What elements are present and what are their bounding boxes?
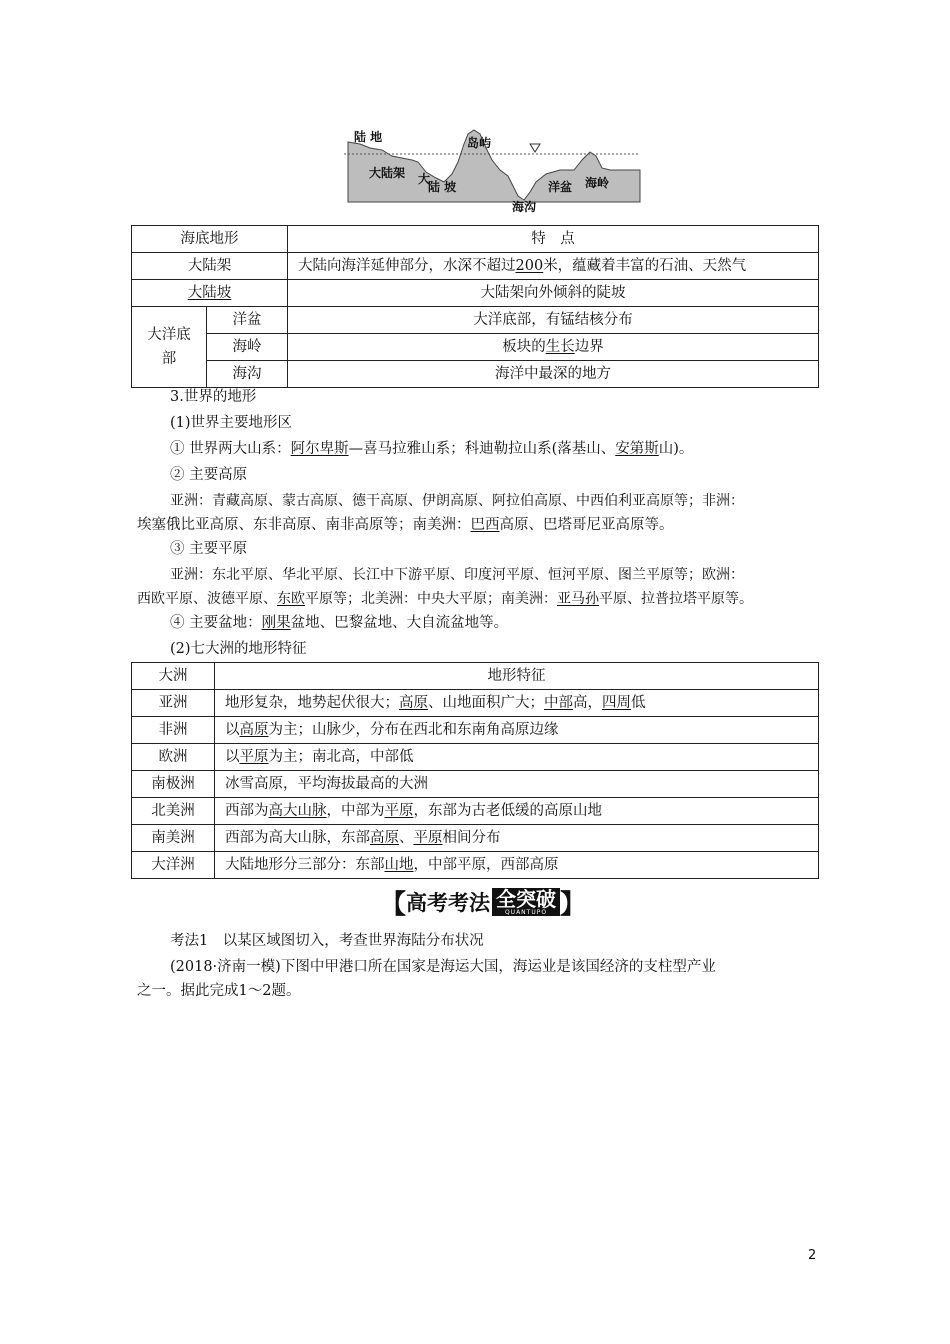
continent-name: 亚洲 [132,690,215,717]
continent-name: 大洋洲 [132,852,215,879]
label-land: 陆 地 [354,130,383,144]
table-row [132,717,819,744]
header-cell: 特 点 [288,226,819,253]
label-slope-b: 陆 坡 [428,180,457,194]
table-row [132,771,819,798]
continent-name: 非洲 [132,717,215,744]
continent-features: 西部为高大山脉，东部高原、平原相间分布 [215,825,819,852]
row-name: 大陆坡 [132,280,288,307]
label-island: 岛屿 [467,136,492,150]
continent-features: 西部为高大山脉，中部为平原，东部为古老低缓的高原山地 [215,798,819,825]
page-number: 2 [808,1248,817,1263]
label-trench: 海沟 [512,200,537,214]
row-desc: 大陆架向外倾斜的陡坡 [288,280,819,307]
table-row [132,798,819,825]
label-slope-a: 大 [418,172,431,186]
plateaus-line-1: 亚洲：青藏高原、蒙古高原、德干高原、伊朗高原、阿拉伯高原、中西伯利亚高原等；非洲： [170,493,744,509]
subsection-heading: (1)世界主要地形区 [170,415,293,431]
table-row [132,825,819,852]
right-bracket: 】 [560,889,587,920]
continent-features: 大陆地形分三部分：东部山地，中部平原，西部高原 [215,852,819,879]
header-cell: 大洲 [132,663,215,690]
table-row [132,744,819,771]
table-row [132,280,819,307]
row-desc: 大洋底部，有锰结核分布 [288,307,819,334]
method-line-2: 之一。据此完成1～2题。 [137,983,301,999]
continent-name: 北美洲 [132,798,215,825]
row-name: 海岭 [207,334,288,361]
section-heading: 3.世界的地形 [170,389,257,405]
row-name: 大陆架 [132,253,288,280]
continent-name: 南美洲 [132,825,215,852]
plateaus-heading: ② 主要高原 [170,467,248,483]
table-header-row [132,663,819,690]
header-cell: 地形特征 [215,663,819,690]
continent-features: 以平原为主；南北高，中部低 [215,744,819,771]
basins-line: ④ 主要盆地：刚果盆地、巴黎盆地、大自流盆地等。 [170,615,509,631]
continent-features: 冰雪高原，平均海拔最高的大洲 [215,771,819,798]
continent-features: 以高原为主；山脉少，分布在西北和东南角高原边缘 [215,717,819,744]
row-name: 海沟 [207,361,288,388]
continent-name: 南极洲 [132,771,215,798]
header-cell: 海底地形 [132,226,288,253]
label-basin: 洋盆 [548,180,573,194]
banner-badge: 全突破 QUANTUPO [492,888,560,916]
mountains-line: ① 世界两大山系：阿尔卑斯—喜马拉雅山系；科迪勒拉山系(落基山、安第斯山)。 [170,441,694,457]
section-banner [380,886,586,918]
table-row [132,307,819,334]
row-desc: 板块的生长边界 [288,334,819,361]
plains-heading: ③ 主要平原 [170,541,248,557]
continents-heading: (2)七大洲的地形特征 [170,641,307,657]
label-ridge: 海岭 [585,176,610,190]
row-name: 洋盆 [207,307,288,334]
left-bracket: 【 [380,889,407,920]
table-row [132,852,819,879]
ocean-floor-label: 大洋底部 [132,307,207,388]
method-line-1: (2018·济南一模)下图中甲港口所在国家是海运大国，海运业是该国经济的支柱型产业 [170,959,716,975]
seafloor-diagram [340,124,645,216]
table-row [132,690,819,717]
plains-line-1: 亚洲：东北平原、华北平原、长江中下游平原、印度河平原、恒河平原、图兰平原等；欧洲： [170,567,744,583]
banner-title: 高考考法 [406,891,491,915]
continent-name: 欧洲 [132,744,215,771]
table-row [132,253,819,280]
continents-table [131,662,819,879]
seafloor-table [131,225,819,388]
method-title: 考法1 以某区域图切入，考查世界海陆分布状况 [170,933,484,949]
table-row [132,334,819,361]
table-header-row [132,226,819,253]
row-desc: 海洋中最深的地方 [288,361,819,388]
plateaus-line-2: 埃塞俄比亚高原、东非高原、南非高原等；南美洲：巴西高原、巴塔哥尼亚高原等。 [137,517,674,533]
row-desc: 大陆向海洋延伸部分，水深不超过200米，蕴藏着丰富的石油、天然气 [288,253,819,280]
plains-line-2: 西欧平原、波德平原、东欧平原等；北美洲：中央大平原；南美洲：亚马孙平原、拉普拉塔平原等。 [137,591,753,607]
continent-features: 地形复杂，地势起伏很大；高原、山地面积广大；中部高，四周低 [215,690,819,717]
label-shelf: 大陆架 [369,166,406,180]
